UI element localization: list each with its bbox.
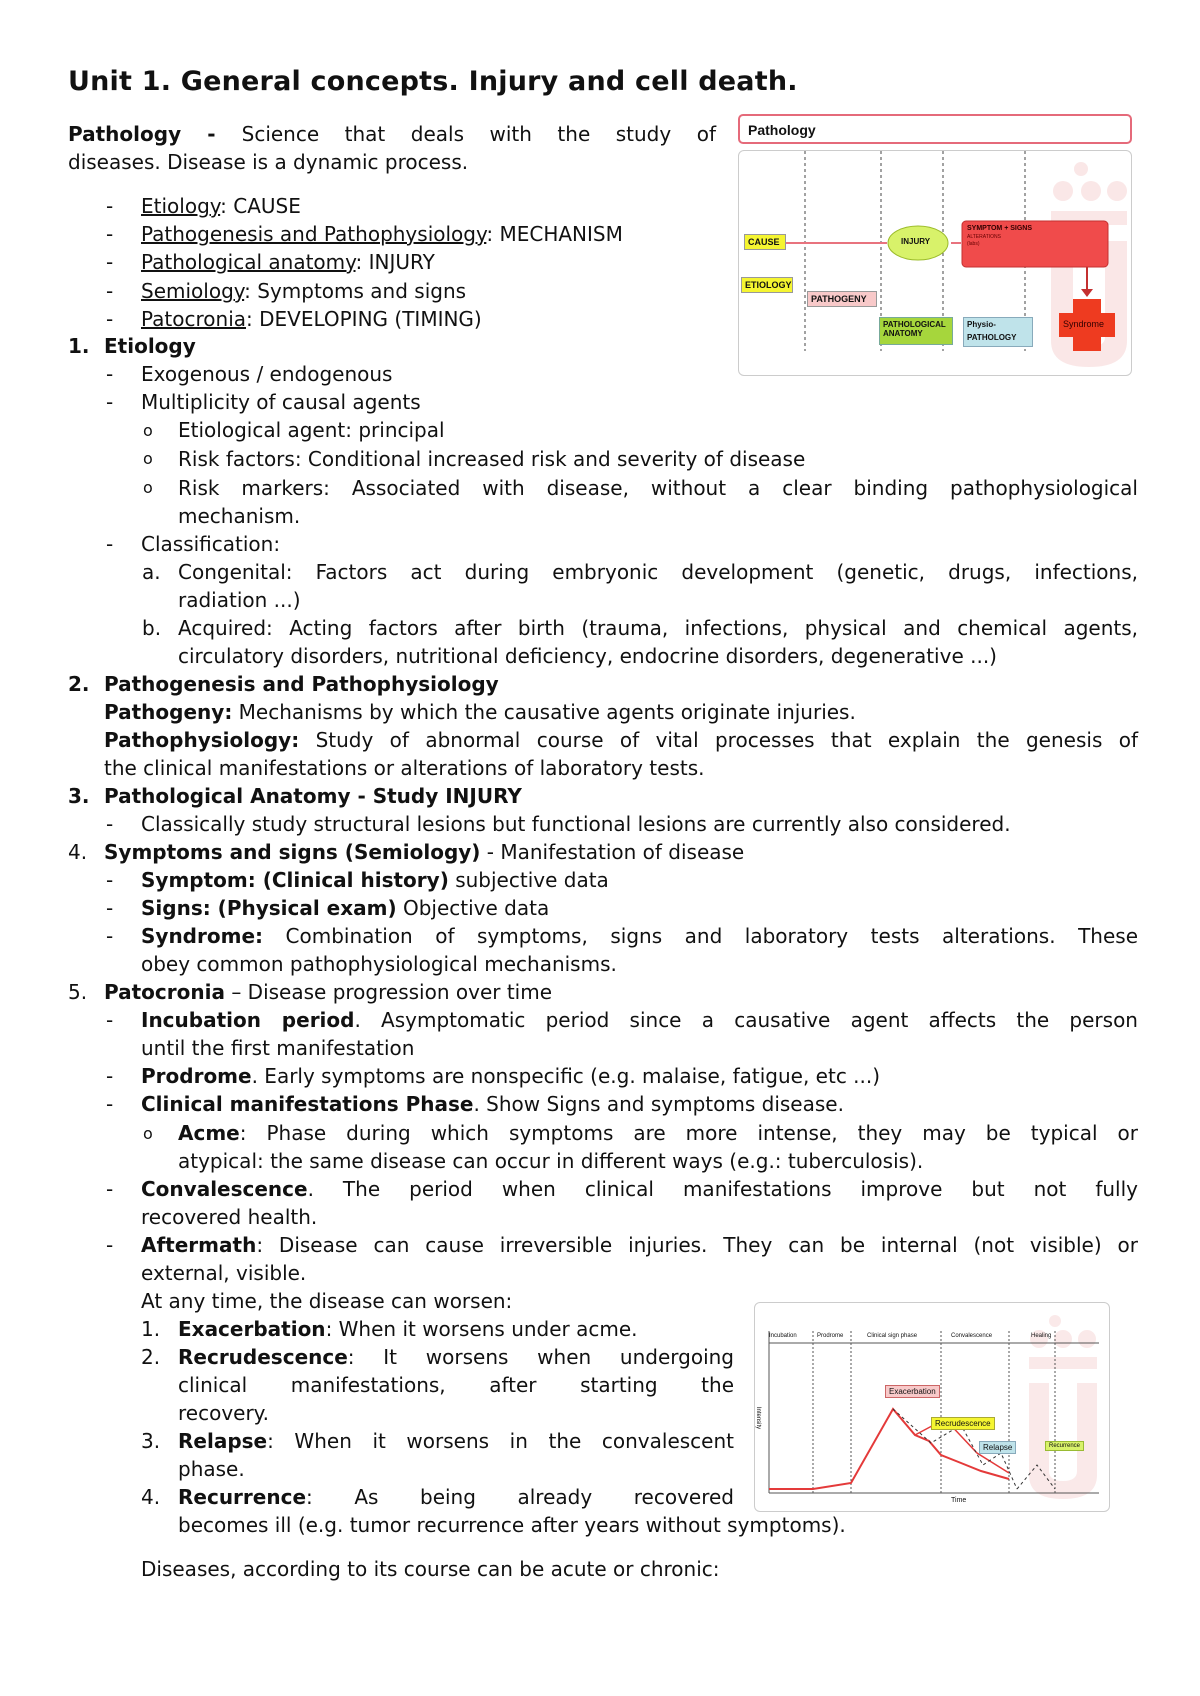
overview-dash-1: - [106,194,114,218]
s5-exacerbation [178,1315,638,1343]
definition: subjective data [448,868,609,892]
s1-sub-3-line-1: Risk markers: Associated with disease, without a clear binding pathophysiological [178,476,1138,500]
label-physiopathology [963,317,1033,347]
section-3-heading [104,782,522,810]
overview-rest: : INJURY [355,250,435,274]
s1-bullet-3: o [143,478,153,497]
s5-acme-line-2: atypical: the same disease can occur in different ways (e.g.: tuberculosis). [178,1149,924,1173]
term: Aftermath [141,1233,257,1257]
section-heading-rest: - Manifestation of disease [480,840,745,864]
page-title: Unit 1. General concepts. Injury and cell death. [68,66,798,97]
section-5-heading [104,978,552,1006]
section-3-number [68,782,90,810]
s5-dash-1: - [106,1008,114,1032]
s5-final-line: Diseases, according to its course can be acute or chronic: [141,1557,720,1581]
definition: : When it worsens in the convalescent [267,1429,734,1453]
s1-item-1: Exogenous / endogenous [141,362,393,386]
callout-relapse: Relapse [979,1441,1016,1454]
s5-aftermath-line-2: external, visible. [141,1261,307,1285]
phase-prodrome: Prodrome [817,1333,844,1339]
label-line: ANATOMY [883,329,923,338]
overview-term: Pathogenesis and Pathophysiology [141,222,487,246]
term: Symptom: (Clinical history) [141,868,449,892]
s5-worsen-intro: At any time, the disease can worsen: [141,1289,513,1313]
disease-course-chart [754,1302,1110,1512]
section-1-heading [104,332,196,360]
s5-dash-5: - [106,1233,114,1257]
section-number: 3. [68,784,90,808]
intro-line-2: diseases. Disease is a dynamic process. [68,150,469,174]
overview-rest: : MECHANISM [486,222,623,246]
s4-syndrome-line-2: obey common pathophysiological mechanisms. [141,952,617,976]
term: Recurrence [178,1485,307,1509]
term: Acme [178,1121,240,1145]
phase-healing: Healing [1031,1333,1052,1339]
section-heading: Pathological Anatomy - Study INJURY [104,784,522,808]
section-number: 2. [68,672,90,696]
label-syndrome: Syndrome [1063,319,1105,329]
section-2-number [68,670,90,698]
s5-relapse-line-1 [178,1427,734,1455]
s5-w4-num: 4. [141,1485,161,1509]
s4-signs [141,894,549,922]
diagram-body [738,150,1132,376]
definition: Study of abnormal course of vital processes that explain the genesis of [315,728,1138,752]
overview-item-3 [141,248,435,276]
s5-dash-4: - [106,1177,114,1201]
label-injury: INJURY [901,237,931,246]
s4-symptom [141,866,609,894]
label-symptom-signs: SYMPTOM + SIGNS [967,225,1033,232]
term: Exacerbation [178,1317,326,1341]
section-4-number: 4. [68,840,88,864]
callout-exacerbation: Exacerbation [885,1385,940,1398]
section-heading: Patocronia [104,980,225,1004]
s5-prodrome [141,1062,880,1090]
callout-recurrence: Recurrence [1045,1441,1084,1451]
section-4-heading [104,838,744,866]
s1-sub-3-line-2: mechanism. [178,504,301,528]
s1-label-b: b. [142,616,162,640]
definition: : Disease can cause irreversible injuries. They can be internal (not visible) or [256,1233,1138,1257]
s1-b-line-1: Acquired: Acting factors after birth (trauma, infections, physical and chemical agents, [178,616,1138,640]
s1-item-3: Classification: [141,532,281,556]
term: Incubation period [141,1008,355,1032]
disease-course-graphics [755,1303,1110,1512]
s5-bullet-acme: o [143,1124,153,1143]
definition: . Show Signs and symptoms disease. [473,1092,844,1116]
s1-dash-2: - [106,390,114,414]
overview-dash-5: - [106,307,114,331]
s2-pathogeny [104,698,856,726]
s5-w1-num: 1. [141,1317,161,1341]
s1-bullet-2: o [143,449,153,468]
label-symptom-sub2: (labs) [967,241,980,247]
s5-acme-line-1 [178,1119,1138,1147]
s5-w2-num: 2. [141,1345,161,1369]
label-line: PATHOLOGY [967,333,1017,342]
s4-syndrome-line-1 [141,922,1138,950]
section-heading: Symptoms and signs (Semiology) [104,840,481,864]
definition: Combination of symptoms, signs and laboratory tests alterations. These [285,924,1138,948]
term: Pathogeny: [104,700,233,724]
definition: . Early symptoms are nonspecific (e.g. malaise, fatigue, etc ...) [251,1064,881,1088]
definition: Objective data [396,896,550,920]
definition: : When it worsens under acme. [325,1317,638,1341]
s5-dash-2: - [106,1064,114,1088]
overview-term: Pathological anatomy [141,250,356,274]
s5-relapse-line-2: phase. [178,1457,245,1481]
overview-rest: : CAUSE [220,194,301,218]
diagram-header-label: Pathology [748,122,816,138]
overview-term: Semiology [141,279,245,303]
s5-clinical-phase [141,1090,844,1118]
s5-recrudescence-line-3: recovery. [178,1401,270,1425]
s1-dash-1: - [106,362,114,386]
label-symptom-sub: ALTERATIONS [967,234,1001,240]
label-pathological-anatomy [879,317,953,345]
y-axis-label: Intensity [755,1406,762,1430]
overview-rest: : Symptoms and signs [244,279,467,303]
s4-dash-3: - [106,924,114,948]
s5-dash-3: - [106,1092,114,1116]
overview-item-1 [141,192,301,220]
s1-item-2: Multiplicity of causal agents [141,390,421,414]
term: Syndrome: [141,924,264,948]
s5-recurrence-line-1 [178,1483,734,1511]
phase-convalescence: Convalescence [951,1333,993,1339]
s3-item-1: Classically study structural lesions but functional lesions are currently also considered. [141,812,1011,836]
definition: . The period when clinical manifestations improve but not fully [307,1177,1138,1201]
term: Prodrome [141,1064,252,1088]
section-2-heading [104,670,499,698]
label-line: Physio- [967,320,996,329]
phase-clinical: Clinical sign phase [867,1333,918,1339]
section-heading: Etiology [104,334,196,358]
overview-rest: : DEVELOPING (TIMING) [246,307,482,331]
intro-term: Pathology [68,122,182,146]
overview-term: Etiology [141,194,221,218]
definition: : Phase during which symptoms are more intense, they may be typical or [239,1121,1138,1145]
section-1-number [68,332,90,360]
term: Recrudescence [178,1345,348,1369]
s5-recurrence-line-2: becomes ill (e.g. tumor recurrence after years without symptoms). [178,1513,846,1537]
overview-dash-4: - [106,279,114,303]
section-5-number: 5. [68,980,88,1004]
diagram-header [738,114,1132,144]
intro-rest: Science that deals with the study of [241,122,716,146]
s5-recrudescence-line-1 [178,1343,734,1371]
overview-item-5 [141,305,482,333]
section-heading-rest: – Disease progression over time [224,980,553,1004]
definition: Mechanisms by which the causative agents originate injuries. [232,700,856,724]
s5-convalescence-line-1 [141,1175,1138,1203]
definition: : As being already recovered [306,1485,734,1509]
s1-a-line-2: radiation ...) [178,588,301,612]
label-cause: CAUSE [744,234,786,250]
s1-sub-2: Risk factors: Conditional increased risk and severity of disease [178,447,806,471]
term: Signs: (Physical exam) [141,896,397,920]
overview-item-2 [141,220,623,248]
overview-dash-2: - [106,222,114,246]
x-axis-label: Time [951,1497,967,1504]
s3-dash-1: - [106,812,114,836]
s1-sub-1: Etiological agent: principal [178,418,445,442]
s1-dash-3: - [106,532,114,556]
label-etiology: ETIOLOGY [741,277,793,293]
s2-pathophysiology-line-2: the clinical manifestations or alterations of laboratory tests. [104,756,705,780]
pathology-diagram [738,114,1134,376]
phase-incubation: Incubation [769,1333,797,1339]
s2-pathophysiology-line-1 [104,726,1138,754]
intro-line-1 [68,120,716,148]
s1-b-line-2: circulatory disorders, nutritional deficiency, endocrine disorders, degenerative ...) [178,644,997,668]
section-heading: Pathogenesis and Pathophysiology [104,672,499,696]
s5-w3-num: 3. [141,1429,161,1453]
intro-sep: - [181,122,242,146]
s4-dash-2: - [106,896,114,920]
overview-term: Patocronia [141,307,246,331]
section-number: 1. [68,334,90,358]
s1-bullet-1: o [143,421,153,440]
s5-recrudescence-line-2: clinical manifestations, after starting the [178,1373,734,1397]
definition: : It worsens when undergoing [347,1345,734,1369]
s5-aftermath-line-1 [141,1231,1138,1259]
term: Relapse [178,1429,268,1453]
s1-label-a: a. [142,560,161,584]
term: Convalescence [141,1177,308,1201]
s5-incubation-line-1 [141,1006,1138,1034]
s5-convalescence-line-2: recovered health. [141,1205,318,1229]
definition: . Asymptomatic period since a causative agent affects the person [354,1008,1138,1032]
s4-dash-1: - [106,868,114,892]
term: Pathophysiology: [104,728,300,752]
callout-recrudescence: Recrudescence [931,1417,995,1430]
overview-item-4 [141,277,466,305]
label-pathogeny: PATHOGENY [807,291,877,307]
overview-dash-3: - [106,250,114,274]
label-line: PATHOLOGICAL [883,320,946,329]
s5-incubation-line-2: until the first manifestation [141,1036,415,1060]
s1-a-line-1: Congenital: Factors act during embryonic development (genetic, drugs, infections, [178,560,1138,584]
term: Clinical manifestations Phase [141,1092,474,1116]
